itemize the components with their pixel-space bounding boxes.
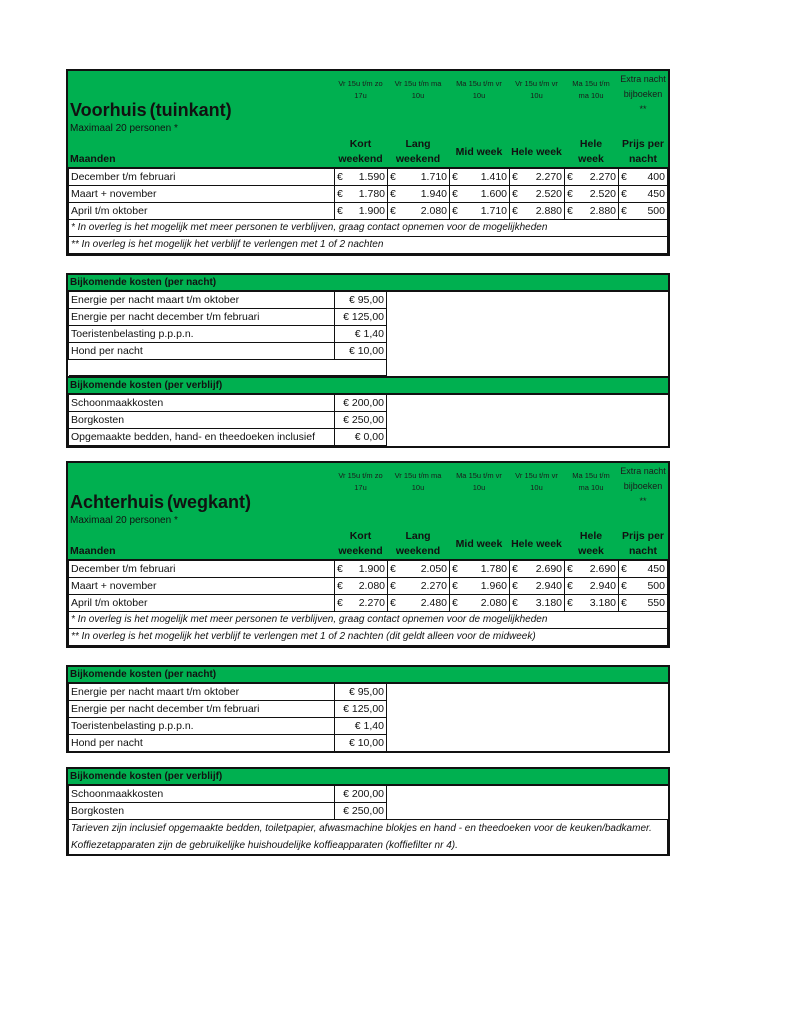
cost-label: Schoonmaakkosten (69, 786, 335, 803)
euro-sign: € (512, 597, 518, 609)
per-night-costs-title: Bijkomende kosten (per nacht) (68, 667, 668, 683)
euro-sign: € (337, 563, 343, 575)
max-persons: Maximaal 20 personen * (70, 515, 178, 526)
col-time-midweek: Ma 15u t/m vr 10u (456, 471, 502, 492)
euro-sign: € (621, 188, 627, 200)
house-name: Achterhuis (70, 492, 165, 512)
euro-sign: € (567, 171, 573, 183)
euro-sign: € (512, 580, 518, 592)
price: 2.080 (420, 205, 447, 217)
euro-sign: € (337, 188, 343, 200)
cost-label: Hond per nacht (69, 343, 335, 360)
euro-sign: € (567, 597, 573, 609)
cost-amount: € 0,00 (335, 429, 387, 446)
col-prijs-per-nacht: Prijs per nacht (621, 138, 665, 165)
price: 2.080 (358, 580, 385, 592)
voorhuis-title (68, 71, 334, 121)
price: 1.710 (420, 171, 447, 183)
house-name: Voorhuis (70, 100, 147, 120)
euro-sign: € (337, 580, 343, 592)
price: 500 (647, 580, 665, 592)
euro-sign: € (512, 188, 518, 200)
price: 2.520 (535, 188, 562, 200)
euro-sign: € (390, 188, 396, 200)
euro-sign: € (512, 171, 518, 183)
euro-sign: € (567, 580, 573, 592)
cost-amount: € 1,40 (335, 718, 387, 735)
period-label: Maart + november (69, 186, 335, 203)
cost-label: Energie per nacht maart t/m oktober (69, 684, 335, 701)
table-row (69, 186, 668, 203)
cost-row (69, 395, 669, 412)
per-stay-costs-title: Bijkomende kosten (per verblijf) (68, 769, 668, 785)
footnote-persons: * In overleg is het mogelijk met meer personen te verblijven, graag contact opnemen voor de mogelijkheden (69, 220, 668, 237)
cost-amount: € 200,00 (335, 786, 387, 803)
euro-sign: € (337, 597, 343, 609)
cost-amount: € 200,00 (335, 395, 387, 412)
cost-label: Borgkosten (69, 803, 335, 820)
achterhuis-per-night-costs (66, 665, 670, 753)
price: 3.180 (535, 597, 562, 609)
price: 2.480 (420, 597, 447, 609)
euro-sign: € (452, 171, 458, 183)
price: 2.880 (535, 205, 562, 217)
col-time-kort-weekend: Vr 15u t/m zo 17u (338, 471, 383, 492)
col-time-hele-week-ma: Ma 15u t/m ma 10u (572, 471, 610, 492)
max-persons: Maximaal 20 personen * (70, 123, 178, 134)
months-label: Maanden (70, 153, 116, 165)
col-time-hele-week-vr: Vr 15u t/m vr 10u (515, 471, 558, 492)
price: 2.270 (420, 580, 447, 592)
price: 2.520 (589, 188, 616, 200)
voorhuis-costs-table (66, 273, 670, 448)
footnote-extend: ** In overleg is het mogelijk het verblijf te verlengen met 1 of 2 nachten (dit geldt alleen voor de midweek) (69, 629, 668, 646)
price: 2.270 (589, 171, 616, 183)
euro-sign: € (621, 205, 627, 217)
cost-row (69, 684, 669, 701)
price: 500 (647, 205, 665, 217)
price: 1.590 (358, 171, 385, 183)
cost-amount: € 10,00 (335, 735, 387, 752)
euro-sign: € (337, 205, 343, 217)
voorhuis-header (68, 71, 668, 167)
col-time-lang-weekend: Vr 15u t/m ma 10u (394, 471, 442, 492)
per-stay-costs-title: Bijkomende kosten (per verblijf) (68, 377, 668, 394)
col-hele-week-ma: Hele week (578, 530, 604, 557)
euro-sign: € (621, 171, 627, 183)
euro-sign: € (390, 563, 396, 575)
cost-amount: € 95,00 (335, 292, 387, 309)
price: 550 (647, 597, 665, 609)
price: 1.410 (480, 171, 507, 183)
col-hele-week-ma: Hele week (578, 138, 604, 165)
price: 2.940 (589, 580, 616, 592)
price: 1.600 (480, 188, 507, 200)
euro-sign: € (390, 597, 396, 609)
col-midweek: Mid week (455, 537, 503, 550)
euro-sign: € (337, 171, 343, 183)
col-time-hele-week-ma: Ma 15u t/m ma 10u (572, 79, 610, 100)
euro-sign: € (452, 580, 458, 592)
achterhuis-header (68, 463, 668, 559)
cost-amount: € 95,00 (335, 684, 387, 701)
cost-label: Schoonmaakkosten (69, 395, 335, 412)
price: 2.880 (589, 205, 616, 217)
euro-sign: € (452, 188, 458, 200)
price: 2.690 (589, 563, 616, 575)
price: 450 (647, 563, 665, 575)
achterhuis-price-rows (68, 559, 668, 646)
price: 1.960 (480, 580, 507, 592)
months-label: Maanden (70, 545, 116, 557)
achterhuis-per-stay-costs (66, 767, 670, 856)
table-row (69, 203, 668, 220)
col-hele-week-vr: Hele week (511, 145, 562, 158)
euro-sign: € (512, 205, 518, 217)
price: 400 (647, 171, 665, 183)
cost-amount: € 1,40 (335, 326, 387, 343)
voorhuis-price-rows (68, 167, 668, 254)
col-midweek: Mid week (455, 145, 503, 158)
cost-label: Toeristenbelasting p.p.p.n. (69, 718, 335, 735)
period-label: April t/m oktober (69, 595, 335, 612)
period-label: April t/m oktober (69, 203, 335, 220)
cost-label: Opgemaakte bedden, hand- en theedoeken inclusief (69, 429, 335, 446)
period-label: December t/m februari (69, 168, 335, 186)
footnote-persons: * In overleg is het mogelijk met meer personen te verblijven, graag contact opnemen voor de mogelijkheden (69, 612, 668, 629)
price: 1.780 (358, 188, 385, 200)
price: 2.080 (480, 597, 507, 609)
price: 1.780 (480, 563, 507, 575)
col-time-kort-weekend: Vr 15u t/m zo 17u (338, 79, 383, 100)
euro-sign: € (390, 171, 396, 183)
euro-sign: € (621, 580, 627, 592)
euro-sign: € (512, 563, 518, 575)
euro-sign: € (452, 563, 458, 575)
euro-sign: € (567, 205, 573, 217)
price: 2.050 (420, 563, 447, 575)
table-row (69, 560, 668, 578)
euro-sign: € (621, 597, 627, 609)
cost-row (69, 786, 668, 803)
table-row (69, 578, 668, 595)
per-night-costs-title: Bijkomende kosten (per nacht) (68, 275, 668, 291)
table-row (69, 595, 668, 612)
cost-row (69, 292, 669, 309)
price: 450 (647, 188, 665, 200)
col-kort-weekend: Kort weekend (338, 530, 383, 557)
col-time-lang-weekend: Vr 15u t/m ma 10u (394, 79, 442, 100)
col-prijs-per-nacht: Prijs per nacht (621, 530, 665, 557)
price: 2.270 (358, 597, 385, 609)
voorhuis-price-table (66, 69, 670, 256)
euro-sign: € (621, 563, 627, 575)
cost-label: Hond per nacht (69, 735, 335, 752)
cost-label: Toeristenbelasting p.p.p.n. (69, 326, 335, 343)
price: 2.690 (535, 563, 562, 575)
col-hele-week-vr: Hele week (511, 537, 562, 550)
col-lang-weekend: Lang weekend (395, 138, 441, 165)
cost-amount: € 125,00 (335, 701, 387, 718)
cost-amount: € 250,00 (335, 803, 387, 820)
price: 1.900 (358, 563, 385, 575)
house-side: (tuinkant) (149, 100, 232, 120)
euro-sign: € (452, 205, 458, 217)
col-lang-weekend: Lang weekend (395, 530, 441, 557)
euro-sign: € (567, 563, 573, 575)
house-side: (wegkant) (166, 492, 251, 512)
price: 1.900 (358, 205, 385, 217)
cost-label: Energie per nacht december t/m februari (69, 701, 335, 718)
cost-label: Energie per nacht maart t/m oktober (69, 292, 335, 309)
price: 1.940 (420, 188, 447, 200)
cost-amount: € 10,00 (335, 343, 387, 360)
table-row (69, 168, 668, 186)
cost-label: Borgkosten (69, 412, 335, 429)
cost-amount: € 250,00 (335, 412, 387, 429)
cost-label: Energie per nacht december t/m februari (69, 309, 335, 326)
col-time-midweek: Ma 15u t/m vr 10u (456, 79, 502, 100)
euro-sign: € (452, 597, 458, 609)
col-time-extra-nacht: Extra nacht bijboeken ** (620, 466, 666, 506)
col-time-hele-week-vr: Vr 15u t/m vr 10u (515, 79, 558, 100)
period-label: December t/m februari (69, 560, 335, 578)
cost-amount: € 125,00 (335, 309, 387, 326)
col-time-extra-nacht: Extra nacht bijboeken ** (620, 74, 666, 114)
inclusions-note: Tarieven zijn inclusief opgemaakte bedden, toiletpapier, afwasmachine blokjes en hand - en theedoeken voor de keuken/badkamer. Koffiezetapparaten zijn de gebruikelijke huishoudelijke koffieapparaten (koffiefilter nr 4). (69, 820, 668, 855)
euro-sign: € (390, 205, 396, 217)
price: 1.710 (480, 205, 507, 217)
price: 3.180 (589, 597, 616, 609)
price: 2.270 (535, 171, 562, 183)
period-label: Maart + november (69, 578, 335, 595)
euro-sign: € (567, 188, 573, 200)
euro-sign: € (390, 580, 396, 592)
achterhuis-title (68, 463, 334, 513)
col-kort-weekend: Kort weekend (338, 138, 383, 165)
achterhuis-price-table (66, 461, 670, 648)
footnote-extend: ** In overleg is het mogelijk het verblijf te verlengen met 1 of 2 nachten (69, 237, 668, 254)
price: 2.940 (535, 580, 562, 592)
